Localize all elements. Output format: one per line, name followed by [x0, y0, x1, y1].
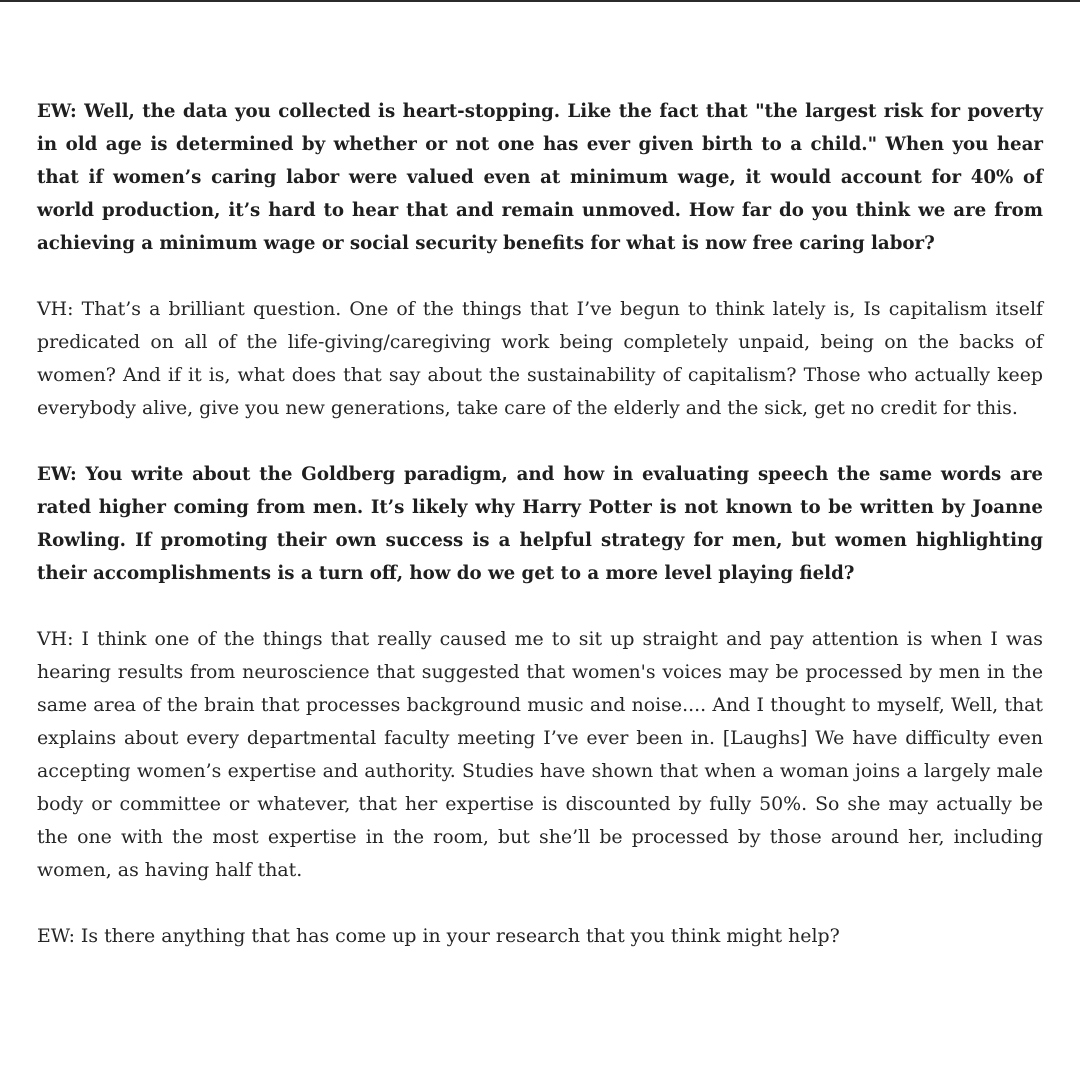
interview-answer-2: VH: I think one of the things that really caused me to sit up straight and pay attention is when I was hearing results from neuroscience that suggested that women's voices may be processed by men in the same area of the brain that processes background music and noise.... And I thought to myself, Well, that explains about every departmental faculty meeting I’ve ever been in. [Laughs] We have difficulty even accepting women’s expertise and authority. Studies have shown that when a woman joins a largely male body or committee or whatever, that her expertise is discounted by fully 50%. So she may actually be the one with the most expertise in the room, but she’ll be processed by those around her, including women, as having half that. [37, 628, 1043, 881]
top-border-line [0, 0, 1080, 2]
interview-answer-1: VH: That’s a brilliant question. One of the things that I’ve begun to think lately is, Is capitalism itself predicated on all of the life-giving/caregiving work being completely unpaid, being on the backs of women? And if it is, what does that say about the sustainability of capitalism? Those who actually keep everybody alive, give you new generations, take care of the elderly and the sick, get no credit for this. [37, 298, 1043, 419]
interview-question-3: EW: Is there anything that has come up in your research that you think might help? [37, 925, 840, 947]
interview-question-1: EW: Well, the data you collected is heart-stopping. Like the fact that "the largest risk for poverty in old age is determined by whether or not one has ever given birth to a child." When you hear that if women’s caring labor were valued even at minimum wage, it would account for 40% of world production, it’s hard to hear that and remain unmoved. How far do you think we are from achieving a minimum wage or social security benefits for what is now free caring labor? [37, 101, 1043, 254]
interview-transcript [37, 95, 1043, 986]
interview-question-2: EW: You write about the Goldberg paradigm, and how in evaluating speech the same words are rated higher coming from men. It’s likely why Harry Potter is not known to be written by Joanne Rowling. If promoting their own success is a helpful strategy for men, but women highlighting their accomplishments is a turn off, how do we get to a more level playing field? [37, 464, 1043, 584]
